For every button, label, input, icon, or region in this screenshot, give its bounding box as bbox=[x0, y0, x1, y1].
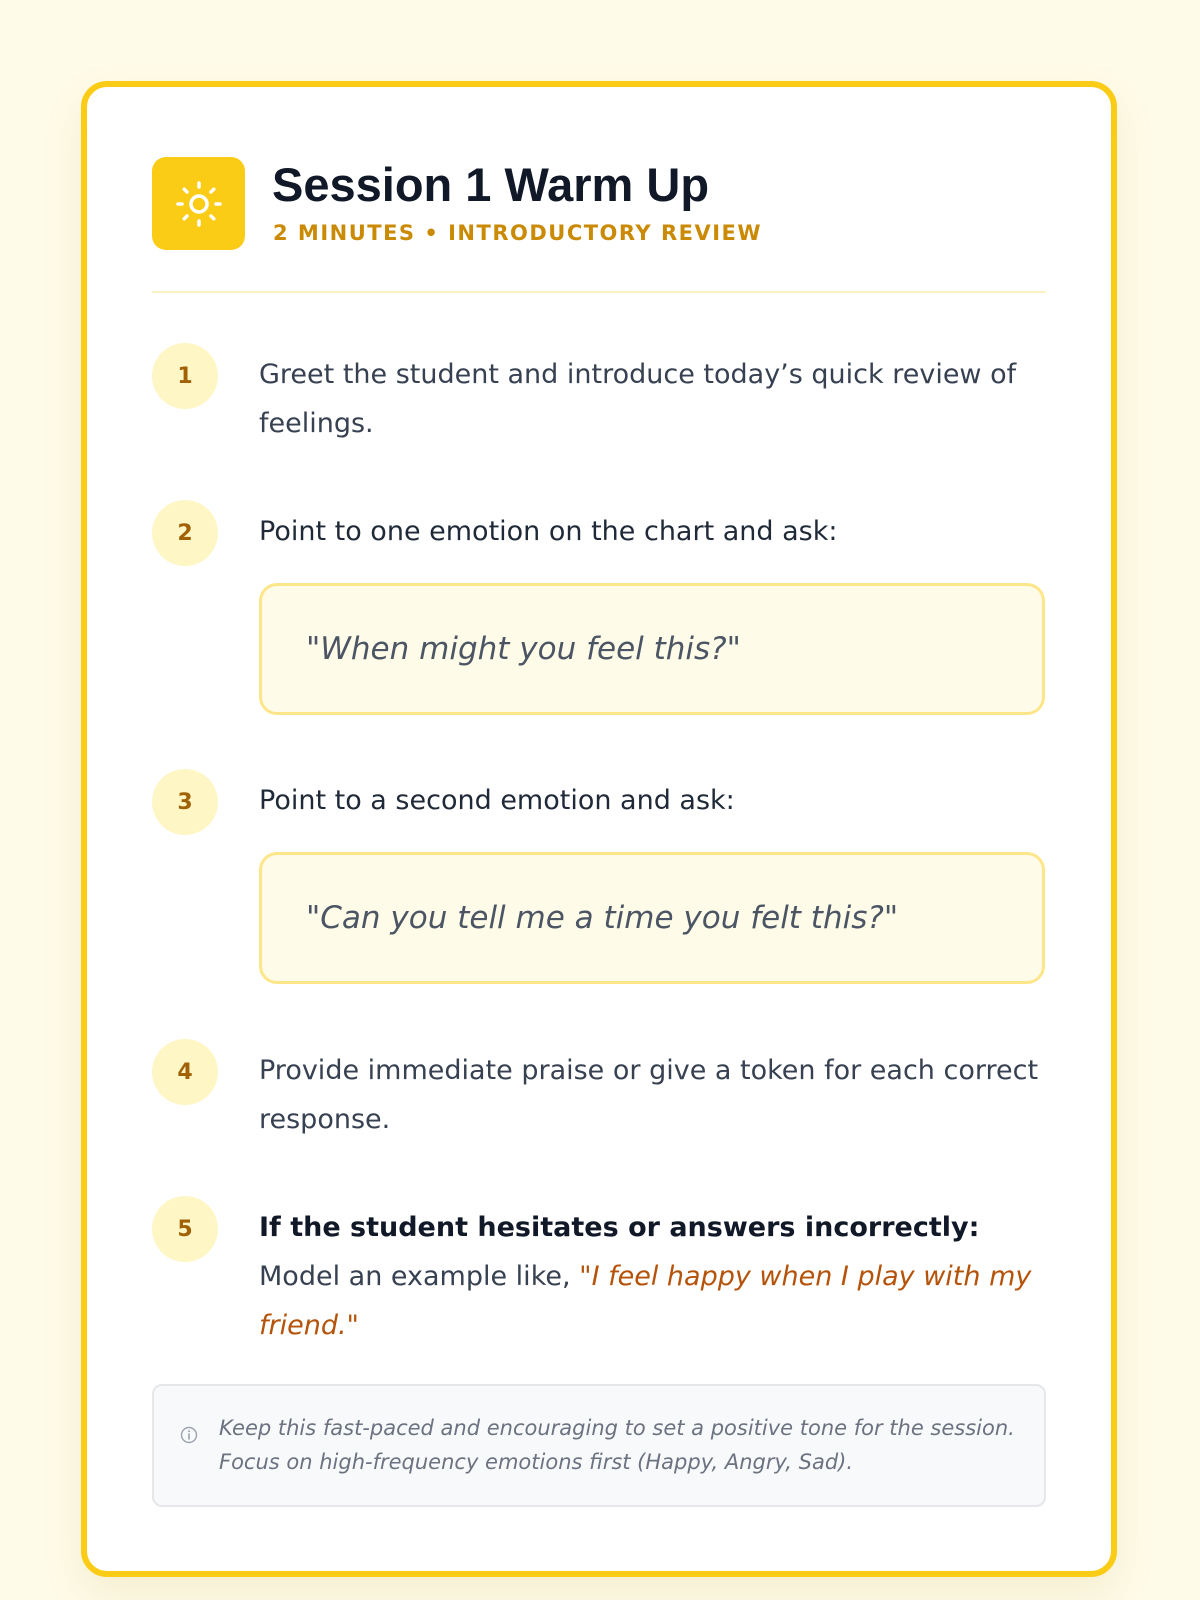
page-title: Session 1 Warm Up bbox=[272, 158, 710, 211]
warm-up-card bbox=[81, 81, 1117, 1577]
info-icon bbox=[180, 1426, 198, 1444]
step-text: Point to one emotion on the chart and ask: bbox=[259, 516, 838, 547]
step-text: Provide immediate praise or give a token for each correct response. bbox=[259, 1055, 1039, 1135]
step-text: Point to a second emotion and ask: bbox=[259, 785, 735, 816]
tip-note bbox=[152, 1384, 1046, 1507]
card-header bbox=[152, 157, 1046, 289]
example-quote: "I feel happy when I play with my friend." bbox=[259, 1261, 1032, 1341]
prompt-quote-box: "When might you feel this?" bbox=[259, 583, 1045, 715]
step-number-badge: 4 bbox=[152, 1039, 218, 1105]
step-number-badge: 2 bbox=[152, 500, 218, 566]
step-number-badge: 5 bbox=[152, 1196, 218, 1262]
step-number-badge: 3 bbox=[152, 769, 218, 835]
step-text: Greet the student and introduce today’s quick review of feelings. bbox=[259, 359, 1017, 439]
sun-icon bbox=[152, 157, 245, 250]
session-subtitle: 2 MINUTES • INTRODUCTORY REVIEW bbox=[273, 221, 763, 245]
step-lead-text: If the student hesitates or answers incorrectly: bbox=[259, 1212, 980, 1243]
step-body-text: Model an example like, bbox=[259, 1261, 571, 1292]
step-text bbox=[259, 1203, 1039, 1350]
step-number-badge: 1 bbox=[152, 343, 218, 409]
note-text: Keep this fast-paced and encouraging to set a positive tone for the session. Focus on high-frequency emotions first (Happy, Angry, Sad). bbox=[219, 1416, 1015, 1474]
header-divider bbox=[152, 291, 1046, 293]
prompt-quote-box: "Can you tell me a time you felt this?" bbox=[259, 852, 1045, 984]
